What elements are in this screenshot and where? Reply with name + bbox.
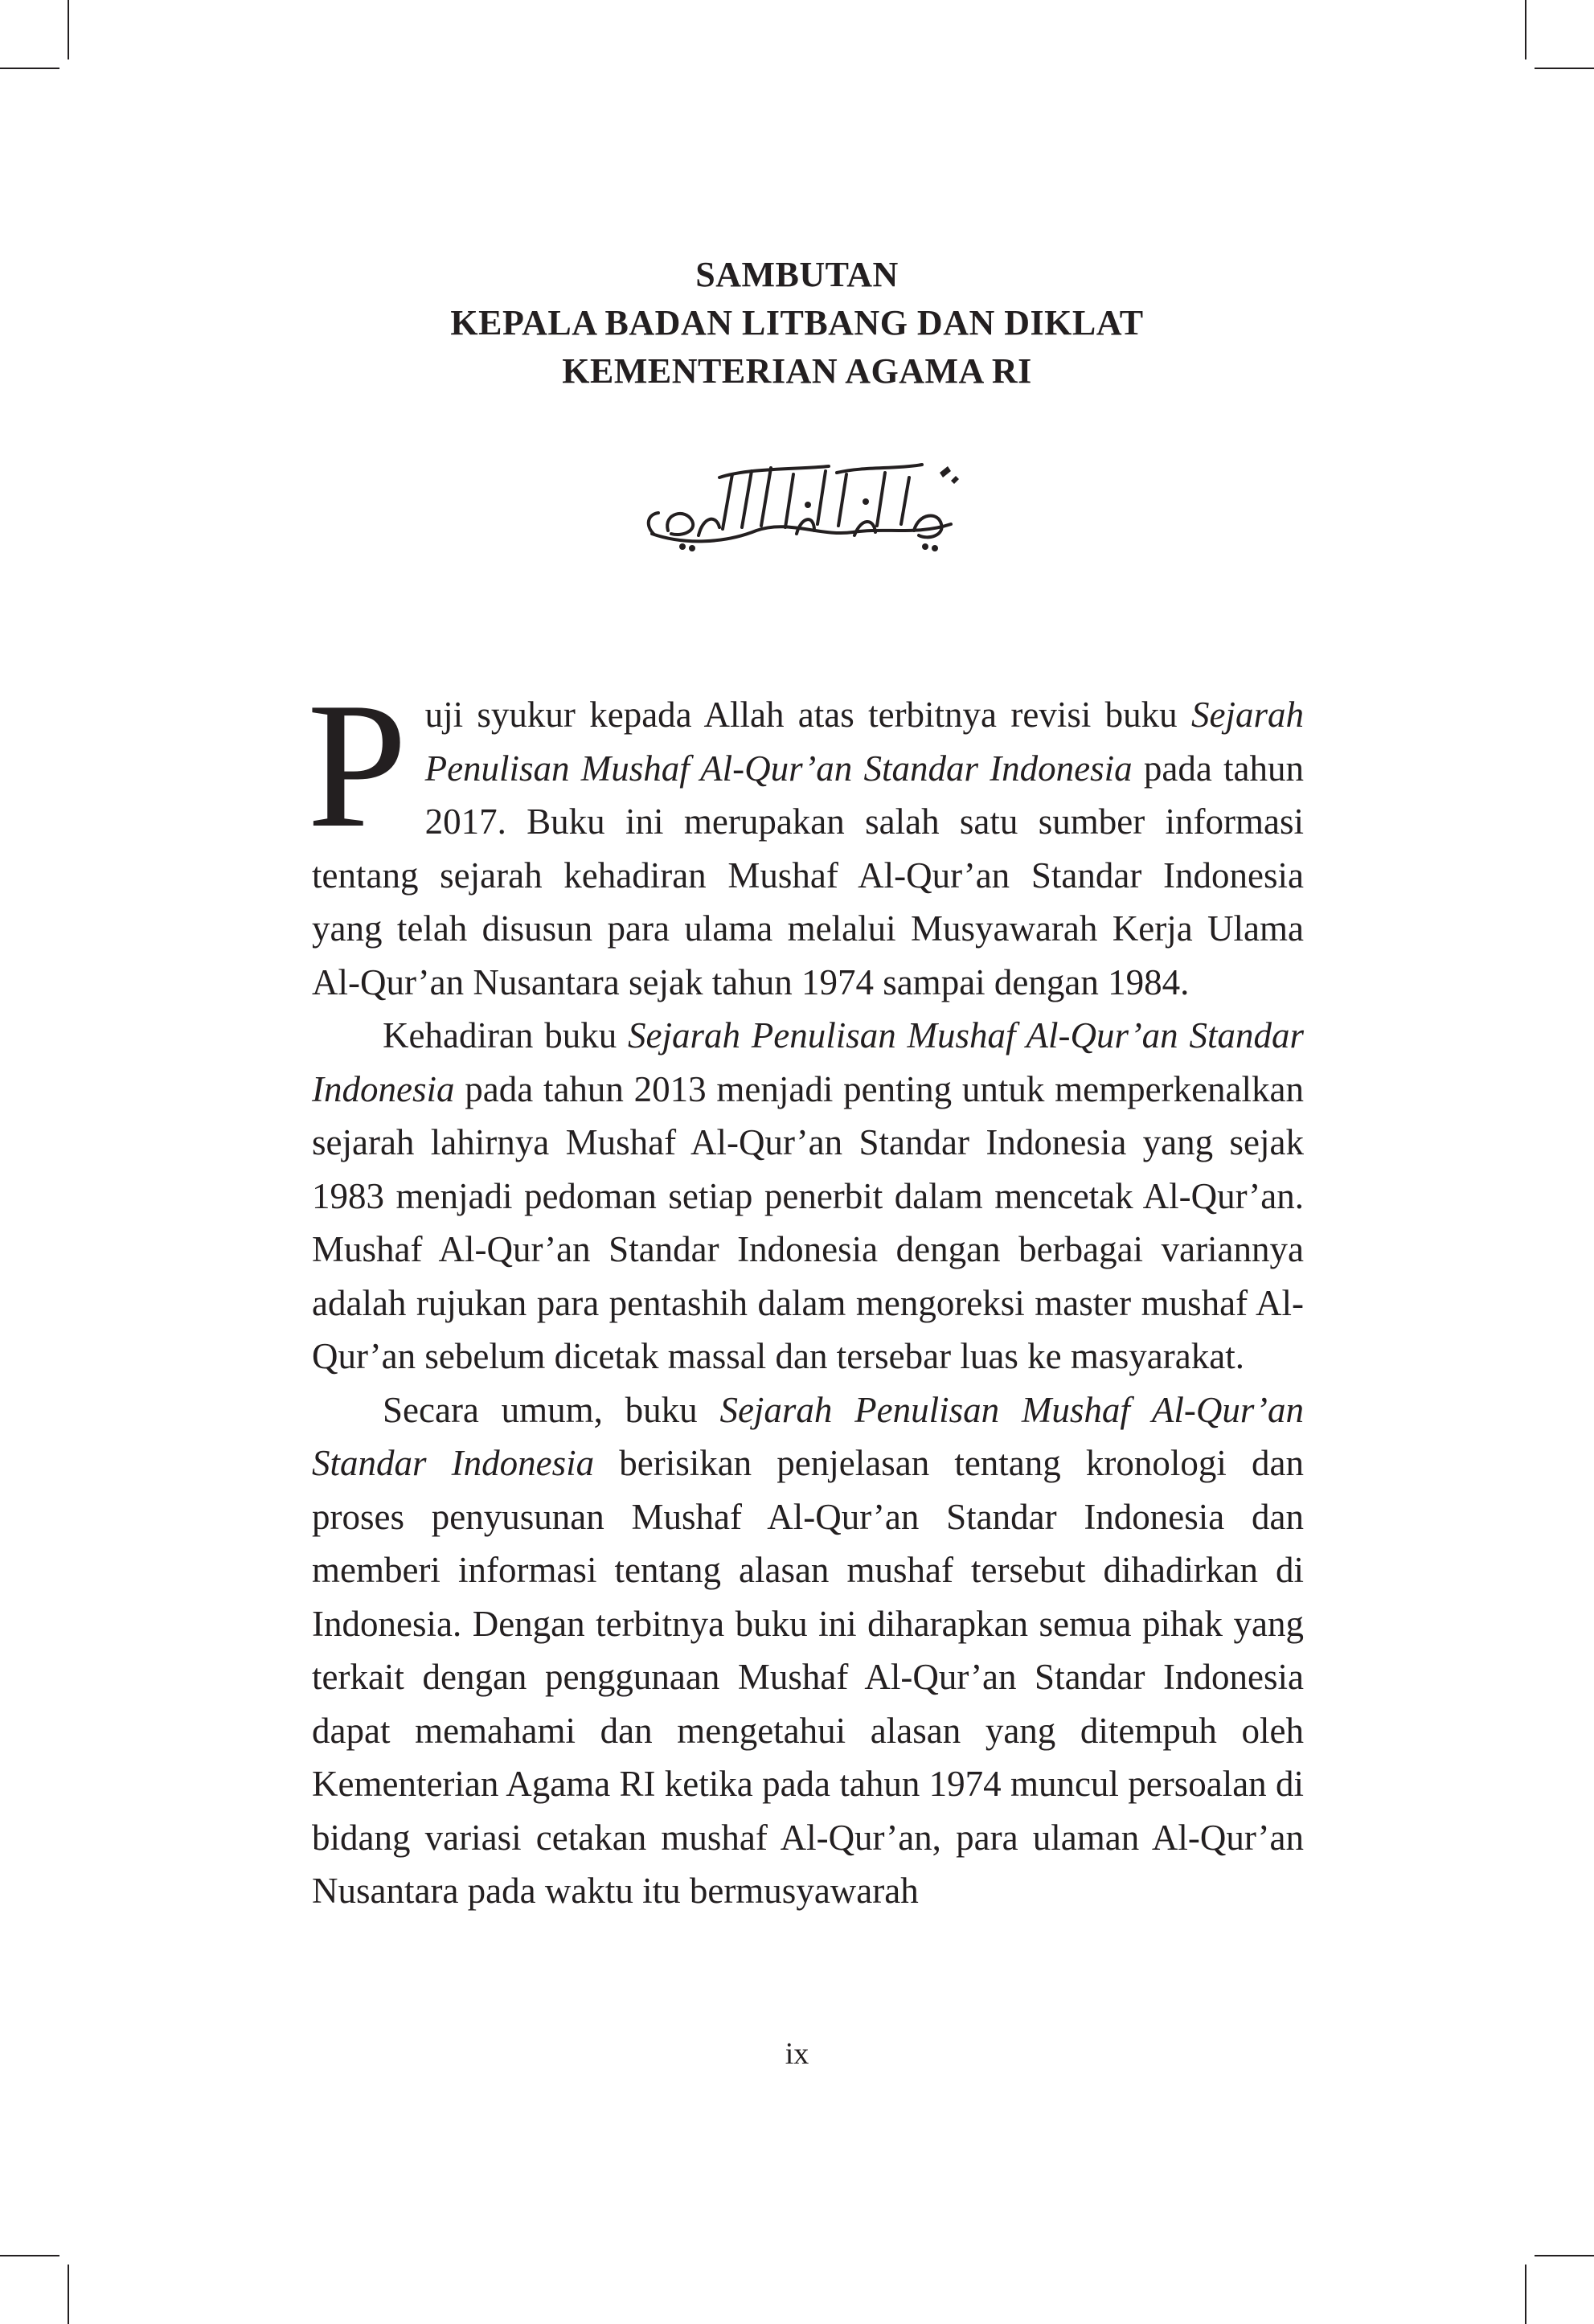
paragraph-text: pada tahun 2013 menjadi penting untuk memperkenalkan sejarah lahirnya Mushaf Al-Qur’an Standar Indonesia yang sejak 1983 menjadi pedoman setiap penerbit dalam mencetak Al-Qur’an. Mushaf Al-Qur’an Standar Indonesia dengan berbagai variannya adalah rujukan para pentashih dalam mengoreksi master mushaf Al-Qur’an sebelum dicetak massal dan tersebar luas ke masyarakat. [312,1068,1304,1376]
basmalah-calligraphy-icon [636,457,967,556]
paragraph-text: uji syukur kepada Allah atas terbitnya revisi buku [424,695,1191,735]
crop-mark [68,2265,69,2324]
body-text [307,666,1305,1918]
crop-mark [68,0,69,59]
page-number: ix [785,2037,809,2071]
crop-mark [1525,0,1526,59]
crop-mark [0,2255,59,2256]
heading-line: KEPALA BADAN LITBANG DAN DIKLAT [450,303,1144,342]
heading-line: KEMENTERIAN AGAMA RI [562,351,1032,391]
paragraph-text: Secara umum, buku [383,1389,720,1430]
paragraph [312,1383,1304,1918]
crop-mark [1535,68,1594,69]
heading-line: SAMBUTAN [695,255,899,294]
book-title: Sejarah Penulisan Mushaf Al-Qur’an Standar Indonesia [312,1389,1304,1483]
paragraph-text: Kehadiran buku [383,1015,628,1055]
paragraph-text: berisikan penjelasan tentang kronologi dan proses penyusunan Mushaf Al-Qur’an Standar Indonesia dan memberi informasi tentang alasan mushaf tersebut dihadirkan di Indonesia. Dengan terbitnya buku ini diharapkan semua pihak yang terkait dengan penggunaan Mushaf Al-Qur’an Standar Indonesia dapat memahami dan mengetahui alasan yang ditempuh oleh Kementerian Agama RI ketika pada tahun 1974 muncul persoalan di bidang variasi cetakan mushaf Al-Qur’an, para ulaman Al-Qur’an Nusantara pada waktu itu bermusyawarah [312,1443,1304,1911]
paragraph [312,1009,1304,1383]
crop-mark [1535,2255,1594,2256]
crop-mark [0,68,59,69]
drop-cap: P [307,666,408,865]
page-heading [0,251,1594,396]
paragraph [307,666,1305,1009]
book-title: Sejarah Penulisan Mushaf Al-Qur’an Standar Indonesia [424,695,1304,789]
paragraph-text: pada tahun 2017. Buku ini merupakan salah satu sumber informasi tentang sejarah kehadiran Mushaf Al-Qur’an Standar Indonesia yang telah disusun para ulama melalui Musyawarah Kerja Ulama Al-Qur’an Nusantara sejak tahun 1974 sampai dengan 1984. [312,748,1305,1002]
crop-mark [1525,2265,1526,2324]
book-title: Sejarah Penulisan Mushaf Al-Qur’an Standar Indonesia [312,1015,1304,1109]
